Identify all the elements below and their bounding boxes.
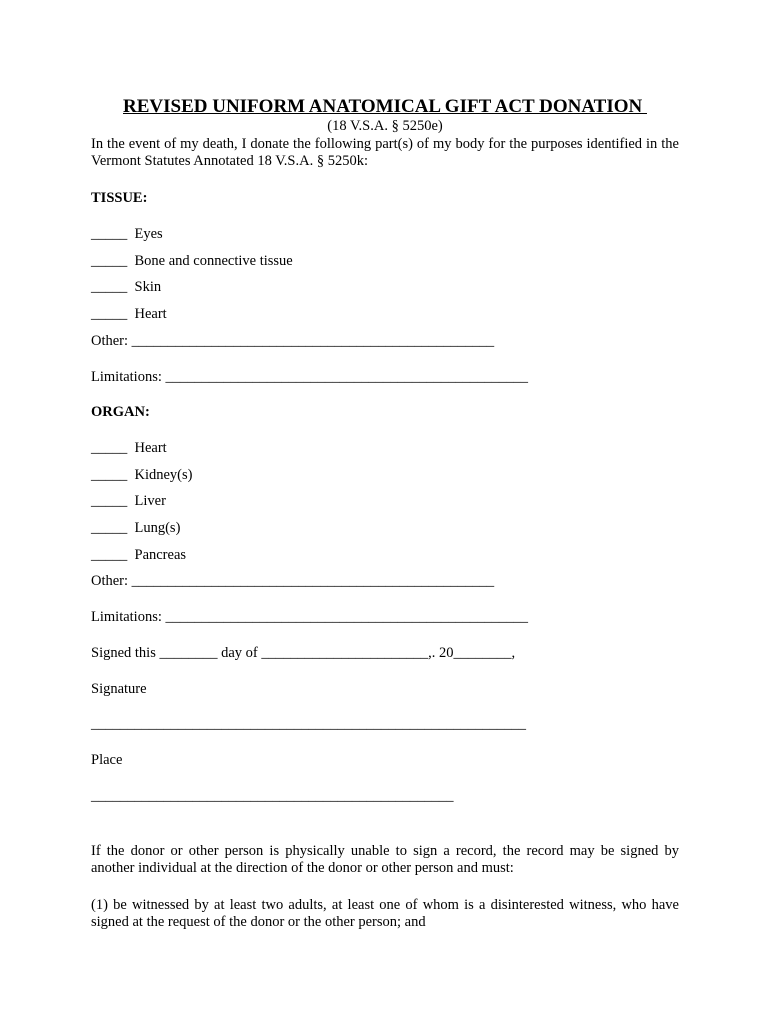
tissue-item-eyes[interactable]: _____ Eyes	[91, 226, 163, 242]
organ-limitations-field[interactable]: Limitations: __________________________________________________	[91, 609, 529, 625]
document-title: REVISED UNIFORM ANATOMICAL GIFT ACT DONATION	[123, 96, 647, 117]
organ-item-lungs[interactable]: _____ Lung(s)	[91, 520, 181, 536]
organ-item-heart[interactable]: _____ Heart	[91, 440, 167, 456]
signature-field[interactable]: ____________________________________________________________	[91, 716, 526, 732]
place-field[interactable]: __________________________________________________	[91, 788, 454, 804]
tissue-item-skin[interactable]: _____ Skin	[91, 279, 162, 295]
intro-paragraph: In the event of my death, I donate the following part(s) of my body for the purposes identified in the Vermont Statutes Annotated 18 V.S.A. § 5250k:	[91, 136, 679, 169]
tissue-other-field[interactable]: Other: __________________________________________________	[91, 333, 495, 349]
citation: (18 V.S.A. § 5250e)	[327, 118, 443, 134]
tissue-limitations-field[interactable]: Limitations: __________________________________________________	[91, 369, 529, 385]
organ-item-kidneys[interactable]: _____ Kidney(s)	[91, 467, 193, 483]
signed-date-field[interactable]: Signed this ________ day of _______________________,. 20________,	[91, 645, 516, 661]
place-label: Place	[91, 752, 123, 768]
signature-label: Signature	[91, 681, 147, 697]
organ-other-field[interactable]: Other: __________________________________________________	[91, 573, 495, 589]
unable-to-sign-paragraph: If the donor or other person is physically unable to sign a record, the record may be signed by another individual at the direction of the donor or other person and must:	[91, 843, 679, 876]
tissue-heading: TISSUE:	[91, 190, 148, 206]
organ-item-pancreas[interactable]: _____ Pancreas	[91, 547, 187, 563]
tissue-item-bone[interactable]: _____ Bone and connective tissue	[91, 253, 293, 269]
organ-item-liver[interactable]: _____ Liver	[91, 493, 166, 509]
witness-paragraph: (1) be witnessed by at least two adults, at least one of whom is a disinterested witness, who have signed at the request of the donor or the other person; and	[91, 897, 679, 930]
tissue-item-heart[interactable]: _____ Heart	[91, 306, 167, 322]
organ-heading: ORGAN:	[91, 404, 150, 420]
